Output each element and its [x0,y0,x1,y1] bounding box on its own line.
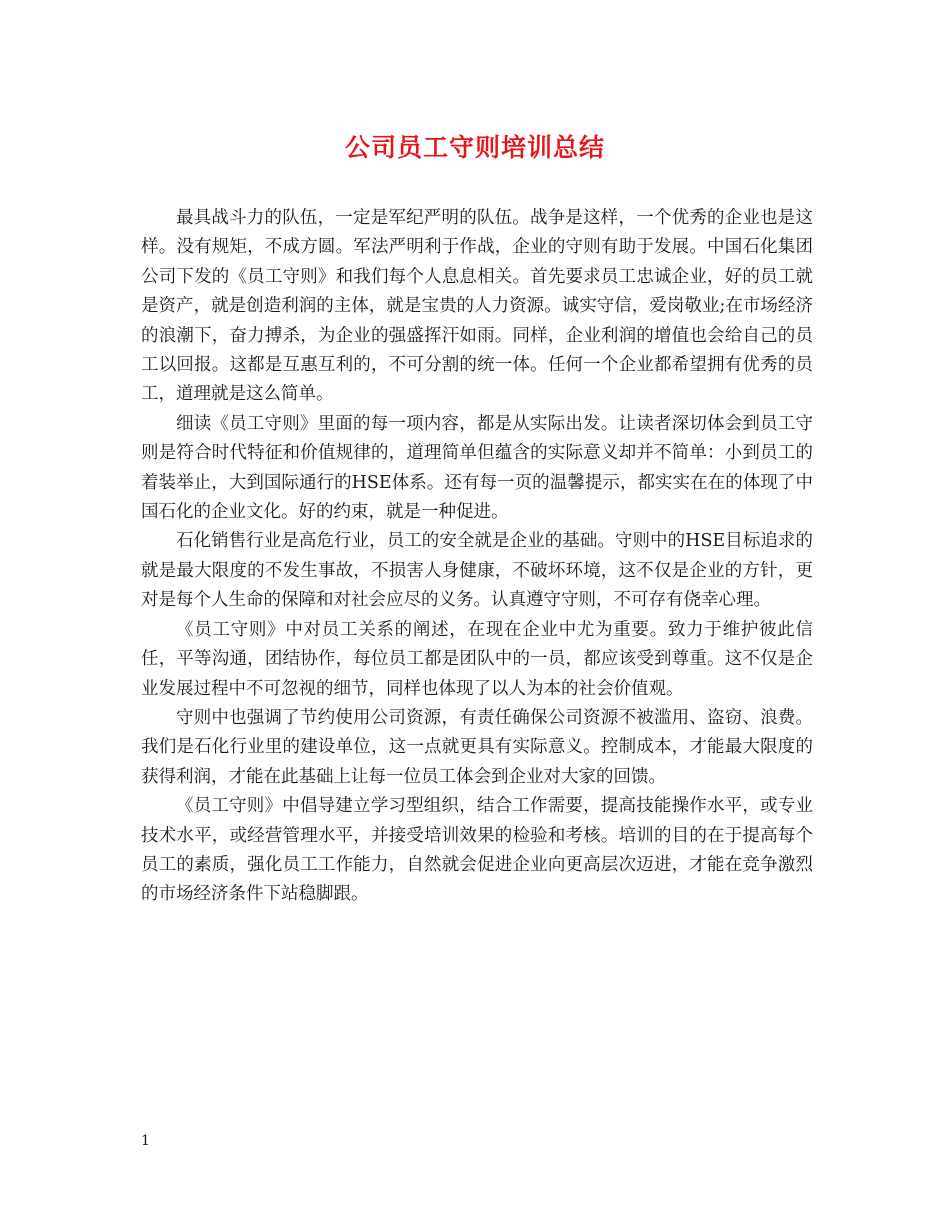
paragraph: 最具战斗力的队伍，一定是军纪严明的队伍。战争是这样，一个优秀的企业也是这样。没有规矩，不成方圆。军法严明利于作战，企业的守则有助于发展。中国石化集团公司下发的《员工守则》和我们每个人息息相关。首先要求员工忠诚企业，好的员工就是资产，就是创造利润的主体，就是宝贵的人力资源。诚实守信，爱岗敬业;在市场经济的浪潮下，奋力搏杀，为企业的强盛挥汗如雨。同样，企业利润的增值也会给自己的员工以回报。这都是互惠互利的，不可分割的统一体。任何一个企业都希望拥有优秀的员工，道理就是这么简单。 [141,208,813,405]
paragraph: 守则中也强调了节约使用公司资源，有责任确保公司资源不被滥用、盗窃、浪费。我们是石化行业里的建设单位，这一点就更具有实际意义。控制成本，才能最大限度的获得利润，才能在此基础上让每一位员工体会到企业对大家的回馈。 [141,707,813,787]
document-body [141,204,813,910]
paragraph: 石化销售行业是高危行业，员工的安全就是企业的基础。守则中的HSE目标追求的就是最大限度的不发生事故，不损害人身健康，不破坏环境，这不仅是企业的方针，更对是每个人生命的保障和对社会应尽的义务。认真遵守守则，不可存有侥幸心理。 [141,531,813,611]
document-title: 公司员工守则培训总结 [344,133,605,162]
paragraph: 细读《员工守则》里面的每一项内容，都是从实际出发。让读者深切体会到员工守则是符合时代特征和价值规律的，道理简单但蕴含的实际意义却并不简单：小到员工的着装举止，大到国际通行的HSE体系。还有每一页的温馨提示，都实实在在的体现了中国石化的企业文化。好的约束，就是一种促进。 [141,413,813,523]
paragraph: 《员工守则》中对员工关系的阐述，在现在企业中尤为重要。致力于维护彼此信任，平等沟通，团结协作，每位员工都是团队中的一员，都应该受到尊重。这不仅是企业发展过程中不可忽视的细节，同样也体现了以人为本的社会价值观。 [141,619,813,699]
paragraph: 《员工守则》中倡导建立学习型组织，结合工作需要，提高技能操作水平，或专业技术水平，或经营管理水平，并接受培训效果的检验和考核。培训的目的在于提高每个员工的素质，强化员工工作能力，自然就会促进企业向更高层次迈进，才能在竞争激烈的市场经济条件下站稳脚跟。 [141,796,813,905]
page-number: 1 [141,1133,150,1149]
